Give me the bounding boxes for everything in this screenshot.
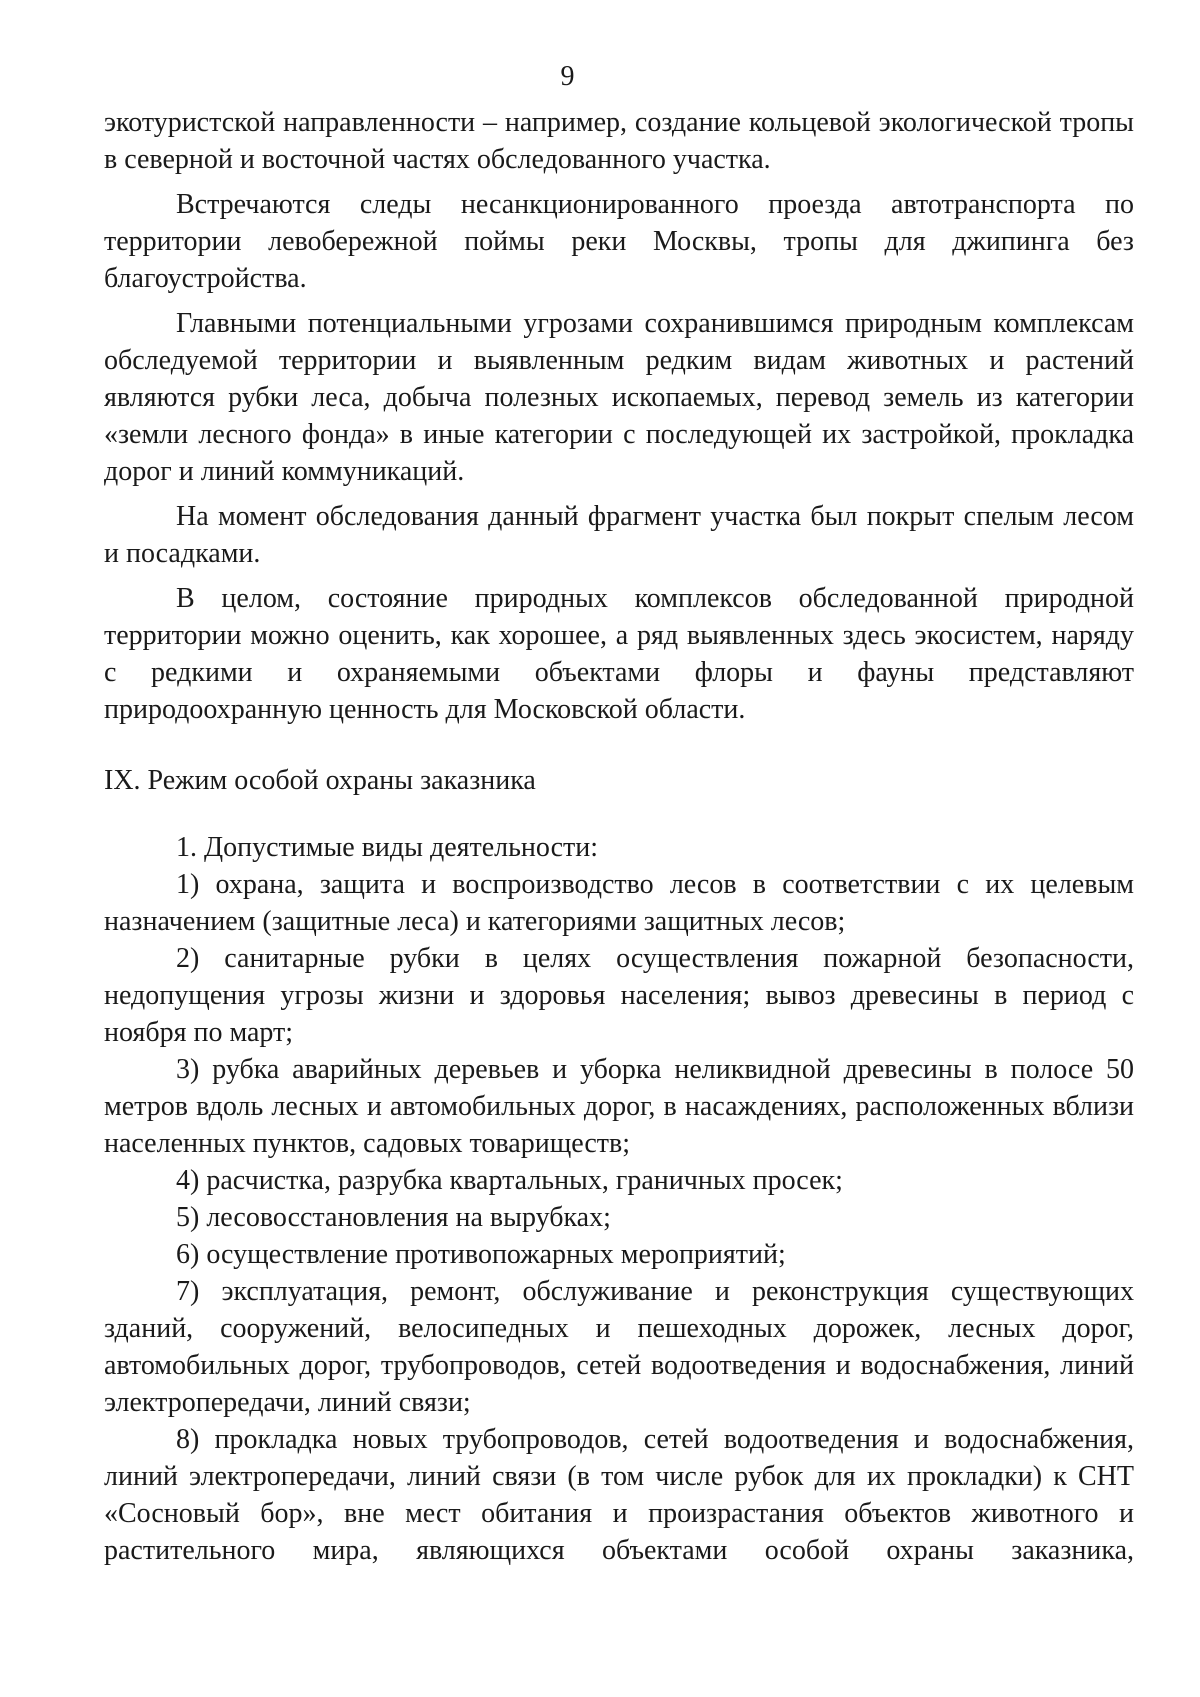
list-item: 1) охрана, защита и воспроизводство лесов в соответствии с их целевым назначением (защитные леса) и категориями защитных лесов; — [104, 869, 1134, 937]
paragraph-potential-threats: Главными потенциальными угрозами сохранившимся природным комплексам обследуемой территории и выявленным редким видам животных и растений являются рубки леса, добыча полезных ископаемых, перевод земель из категории «земли лесного фонда» в иные категории с последующей их застройкой, прокладка дорог и линий коммуникаций. — [104, 308, 1134, 487]
list-item: 3) рубка аварийных деревьев и уборка неликвидной древесины в полосе 50 метров вдоль лесных и автомобильных дорог, в насаждениях, расположенных вблизи населенных пунктов, садовых товариществ; — [104, 1054, 1134, 1159]
list-item: 5) лесовосстановления на вырубках; — [176, 1202, 611, 1233]
paragraph-unauthorized-traffic: Встречаются следы несанкционированного проезда автотранспорта по территории левобережной поймы реки Москвы, тропы для джипинга без благоустройства. — [104, 189, 1134, 294]
section-heading: IX. Режим особой охраны заказника — [104, 765, 536, 796]
list-item: 7) эксплуатация, ремонт, обслуживание и реконструкция существующих зданий, сооружений, велосипедных и пешеходных дорожек, лесных дорог, автомобильных дорог, трубопроводов, сетей водоотведения и водоснабжения, линий электропередачи, линий связи; — [104, 1276, 1134, 1418]
list-item: 4) расчистка, разрубка квартальных, граничных просек; — [176, 1165, 843, 1196]
paragraph-overall-assessment: В целом, состояние природных комплексов обследованной природной территории можно оценить, как хорошее, а ряд выявленных здесь экосистем, наряду с редкими и охраняемыми объектами флоры и фауны представляют природоохранную ценность для Московской области. — [104, 583, 1134, 725]
document-body — [104, 104, 1134, 1569]
list-item: 6) осуществление противопожарных мероприятий; — [176, 1239, 786, 1270]
list-item: 8) прокладка новых трубопроводов, сетей водоотведения и водоснабжения, линий электропередачи, линий связи (в том числе рубок для их прокладки) к СНТ «Сосновый бор», вне мест обитания и произрастания объектов животного и растительного мира, являющихся объектами особой охраны заказника, — [104, 1424, 1134, 1566]
page-number: 9 — [560, 61, 575, 92]
subheading-allowed-activities: 1. Допустимые виды деятельности: — [176, 832, 599, 863]
list-item: 2) санитарные рубки в целях осуществления пожарной безопасности, недопущения угрозы жизни и здоровья населения; вывоз древесины в период с ноября по март; — [104, 943, 1134, 1048]
paragraph-survey-state: На момент обследования данный фрагмент участка был покрыт спелым лесом и посадками. — [104, 501, 1134, 569]
paragraph-continuation: экотуристской направленности – например, создание кольцевой экологической тропы в северной и восточной частях обследованного участка. — [104, 107, 1134, 175]
